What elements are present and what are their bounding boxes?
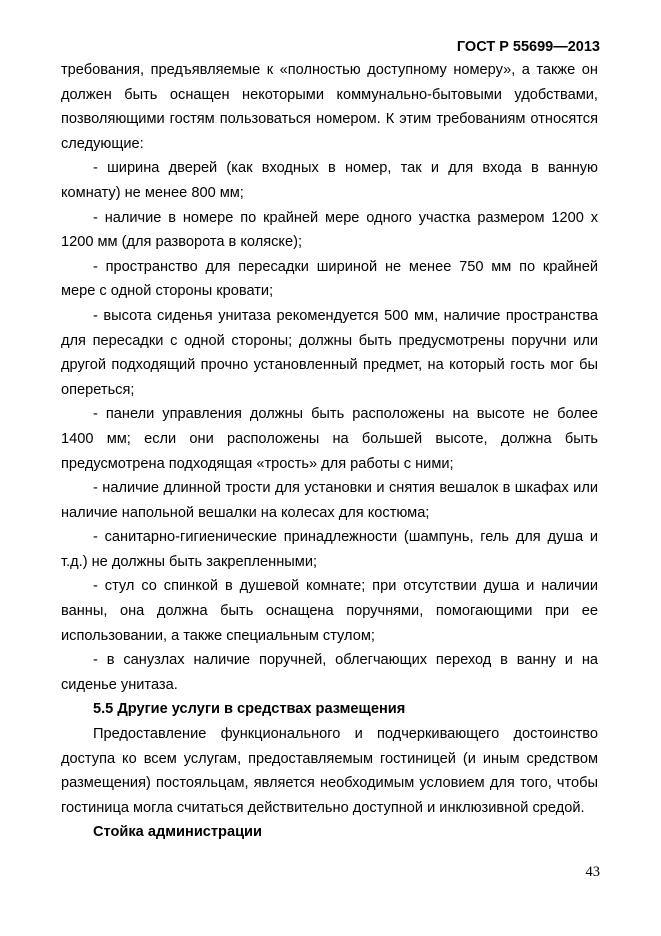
section-paragraph: Предоставление функционального и подчеркивающего достоинство доступа ко всем услугам, предоставляемым гостиницей (и иным средством размещения) постояльцам, является необходимым условием для того, чтобы гостиница могла считаться действительно доступной и инклюзивной средой. xyxy=(61,726,598,816)
body-text xyxy=(61,58,598,845)
list-item: - панели управления должны быть расположены на высоте не более 1400 мм; если они расположены на большей высоте, должна быть предусмотрена подходящая «трость» для работы с ними; xyxy=(61,406,598,472)
list-item: - ширина дверей (как входных в номер, так и для входа в ванную комнату) не менее 800 мм; xyxy=(61,160,598,201)
page-number: 43 xyxy=(585,864,600,880)
list-item: - стул со спинкой в душевой комнате; при отсутствии душа и наличии ванны, она должна быть оснащена поручнями, помогающими при ее использовании, а также специальным стулом; xyxy=(61,578,598,644)
section-heading: 5.5 Другие услуги в средствах размещения xyxy=(93,701,406,718)
paragraph: требования, предъявляемые к «полностью доступному номеру», а также он должен быть оснащен некоторыми коммунально-бытовыми удобствами, позволяющими гостям пользоваться номером. К этим требованиям относятся следующие: xyxy=(61,62,598,152)
standard-header: ГОСТ Р 55699—2013 xyxy=(456,39,600,55)
list-item: - пространство для пересадки шириной не менее 750 мм по крайней мере с одной стороны кровати; xyxy=(61,258,598,300)
subsection-heading: Стойка администрации xyxy=(93,824,262,841)
list-item: - в санузлах наличие поручней, облегчающих переход в ванну и на сиденье унитаза. xyxy=(61,652,598,693)
list-item: - наличие в номере по крайней мере одного участка размером 1200 х 1200 мм (для разворота в коляске); xyxy=(61,209,598,251)
list-item: - высота сиденья унитаза рекомендуется 500 мм, наличие пространства для пересадки с одной стороны; должны быть предусмотрены поручни или другой подходящий прочно установленный предмет, на который гость мог бы опереться; xyxy=(61,307,598,398)
list-item: - санитарно-гигиенические принадлежности (шампунь, гель для душа и т.д.) не должны быть закрепленными; xyxy=(61,529,598,570)
list-item: - наличие длинной трости для установки и снятия вешалок в шкафах или наличие напольной вешалки на колесах для костюма; xyxy=(61,480,598,521)
